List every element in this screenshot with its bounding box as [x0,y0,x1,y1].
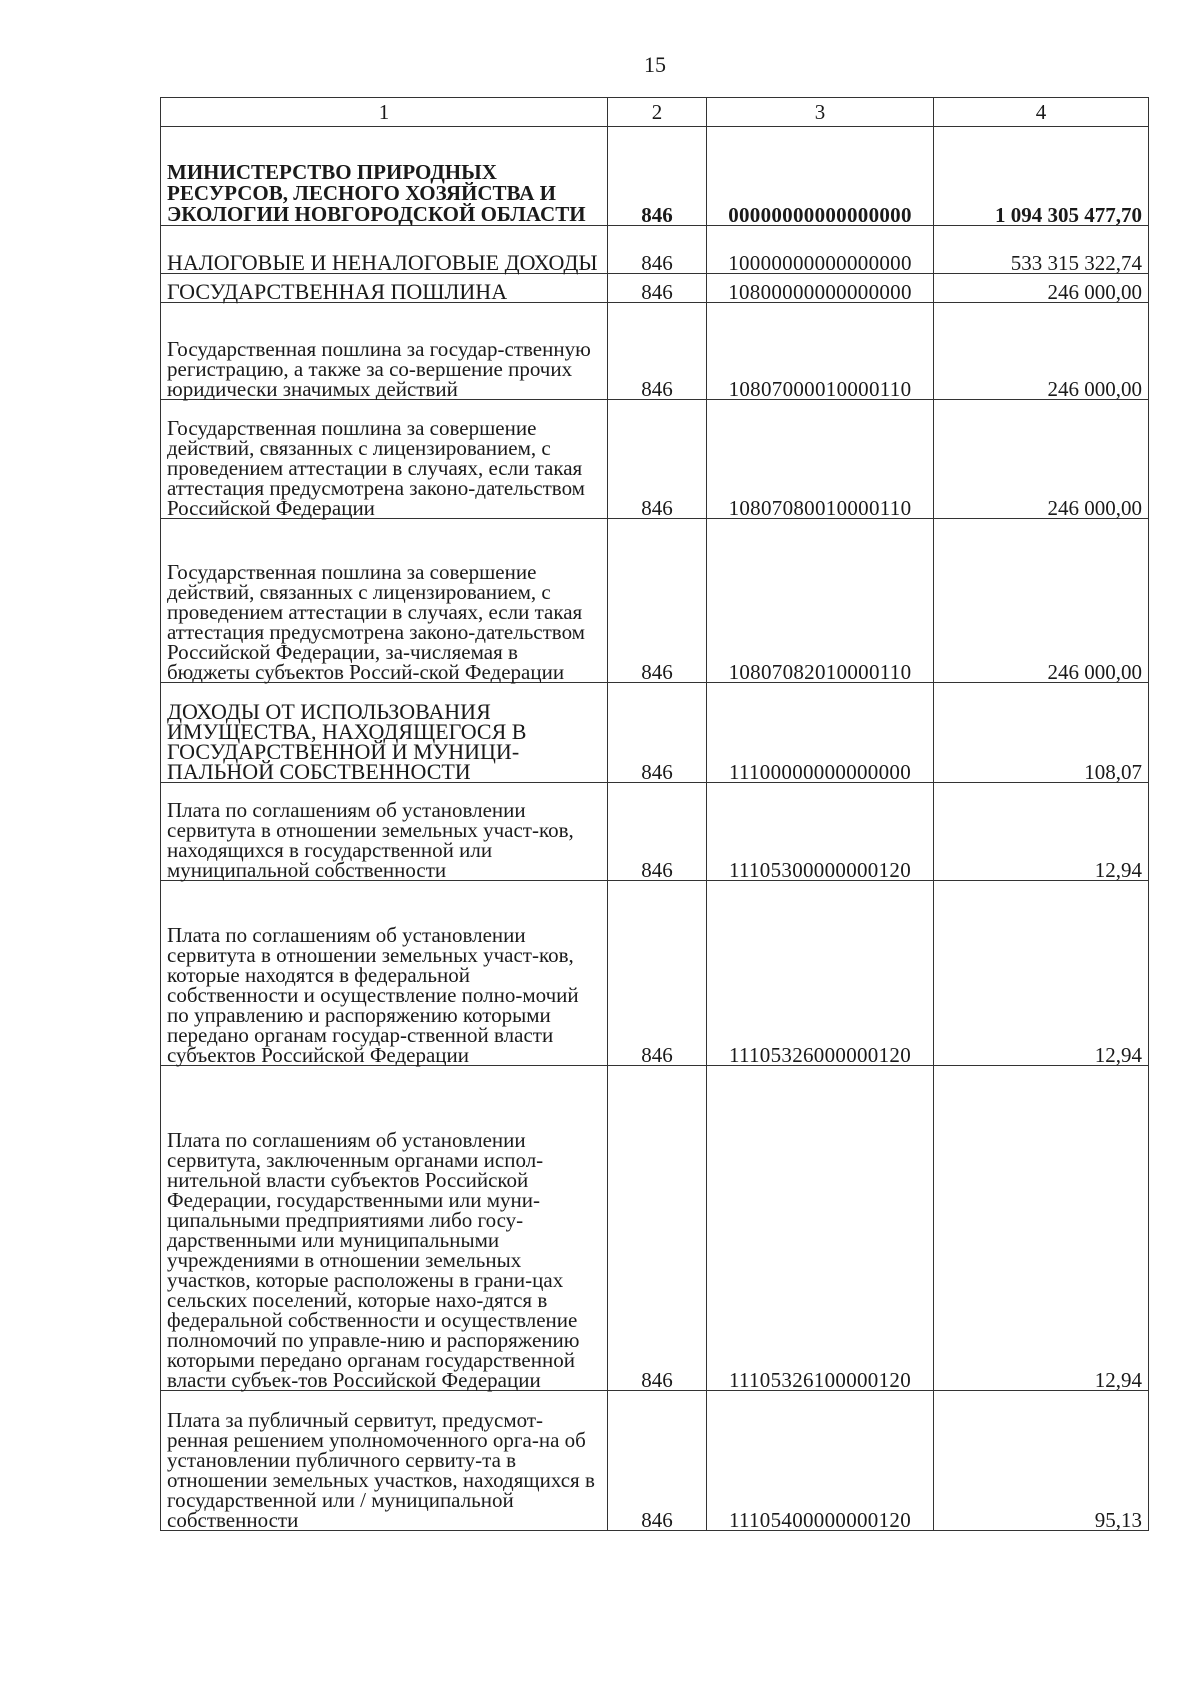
row-name: Государственная пошлина за государ-ственную регистрацию, а также за со-вершение прочих юридически значимых действий [161,303,608,400]
row-name: Плата за публичный сервитут, предусмот-ренная решением уполномоченного орга-на об установлении публичного сервиту-та в отношении земельных участков, находящихся в государственной или / муниципальной собственности [161,1391,608,1531]
row-budget-code: 11105326100000120 [707,1066,934,1391]
column-header-1: 1 [161,98,608,127]
revenue-table [160,97,1149,1531]
table-row [161,1391,1149,1531]
row-admin-code: 846 [608,303,707,400]
row-amount: 533 315 322,74 [934,226,1149,274]
row-amount: 246 000,00 [934,274,1149,303]
table-row [161,783,1149,881]
row-budget-code: 10807000010000110 [707,303,934,400]
table-row [161,881,1149,1066]
row-amount: 12,94 [934,881,1149,1066]
table-row [161,1066,1149,1391]
column-header-3: 3 [707,98,934,127]
row-name: Государственная пошлина за совершение действий, связанных с лицензированием, с проведением аттестации в случаях, если такая аттестация предусмотрена законо-дательством Российской Федерации [161,400,608,519]
table-row [161,303,1149,400]
row-name: Плата по соглашениям об установлении сервитута в отношении земельных участ-ков, находящихся в государственной или муниципальной собственности [161,783,608,881]
row-amount: 246 000,00 [934,303,1149,400]
table-row [161,274,1149,303]
table-row [161,519,1149,683]
row-name: ГОСУДАРСТВЕННАЯ ПОШЛИНА [161,274,608,303]
row-amount: 12,94 [934,783,1149,881]
row-admin-code: 846 [608,400,707,519]
row-admin-code: 846 [608,127,707,226]
row-budget-code: 10807080010000110 [707,400,934,519]
row-budget-code: 11100000000000000 [707,683,934,783]
column-header-4: 4 [934,98,1149,127]
row-budget-code: 10800000000000000 [707,274,934,303]
table-row [161,400,1149,519]
table-row [161,127,1149,226]
row-amount: 246 000,00 [934,400,1149,519]
row-admin-code: 846 [608,783,707,881]
row-budget-code: 00000000000000000 [707,127,934,226]
table-header-row [161,98,1149,127]
row-budget-code: 10807082010000110 [707,519,934,683]
row-admin-code: 846 [608,519,707,683]
row-budget-code: 10000000000000000 [707,226,934,274]
row-name: НАЛОГОВЫЕ И НЕНАЛОГОВЫЕ ДОХОДЫ [161,226,608,274]
table-row [161,683,1149,783]
column-header-2: 2 [608,98,707,127]
row-budget-code: 11105400000000120 [707,1391,934,1531]
row-budget-code: 11105300000000120 [707,783,934,881]
row-amount: 1 094 305 477,70 [934,127,1149,226]
page-number: 15 [644,52,666,77]
row-admin-code: 846 [608,226,707,274]
row-amount: 108,07 [934,683,1149,783]
row-name: Плата по соглашениям об установлении сервитута, заключенным органами испол-нительной власти субъектов Российской Федерации, государственными или муни-ципальными предприятиями либо госу-дарственными или муниципальными учреждениями в отношении земельных участков, которые расположены в грани-цах сельских поселений, которые нахо-дятся в федеральной собственности и осуществление полномочий по управле-нию и распоряжению которыми передано органам государственной власти субъек-тов Российской Федерации [161,1066,608,1391]
row-name: Плата по соглашениям об установлении сервитута в отношении земельных участ-ков, которые находятся в федеральной собственности и осуществление полно-мочий по управлению и распоряжению которыми передано органам государ-ственной власти субъектов Российской Федерации [161,881,608,1066]
row-amount: 246 000,00 [934,519,1149,683]
row-name: МИНИСТЕРСТВО ПРИРОДНЫХ РЕСУРСОВ, ЛЕСНОГО ХОЗЯЙСТВА И ЭКОЛОГИИ НОВГОРОДСКОЙ ОБЛАСТИ [161,127,608,226]
table-row [161,226,1149,274]
row-admin-code: 846 [608,881,707,1066]
row-admin-code: 846 [608,274,707,303]
row-name: Государственная пошлина за совершение действий, связанных с лицензированием, с проведением аттестации в случаях, если такая аттестация предусмотрена законо-дательством Российской Федерации, за-числяемая в бюджеты субъектов Россий-ской Федерации [161,519,608,683]
row-admin-code: 846 [608,683,707,783]
row-budget-code: 11105326000000120 [707,881,934,1066]
row-name: ДОХОДЫ ОТ ИСПОЛЬЗОВАНИЯ ИМУЩЕСТВА, НАХОДЯЩЕГОСЯ В ГОСУДАРСТВЕННОЙ И МУНИЦИ-ПАЛЬНОЙ СОБСТВЕННОСТИ [161,683,608,783]
row-admin-code: 846 [608,1391,707,1531]
row-amount: 12,94 [934,1066,1149,1391]
row-amount: 95,13 [934,1391,1149,1531]
row-admin-code: 846 [608,1066,707,1391]
